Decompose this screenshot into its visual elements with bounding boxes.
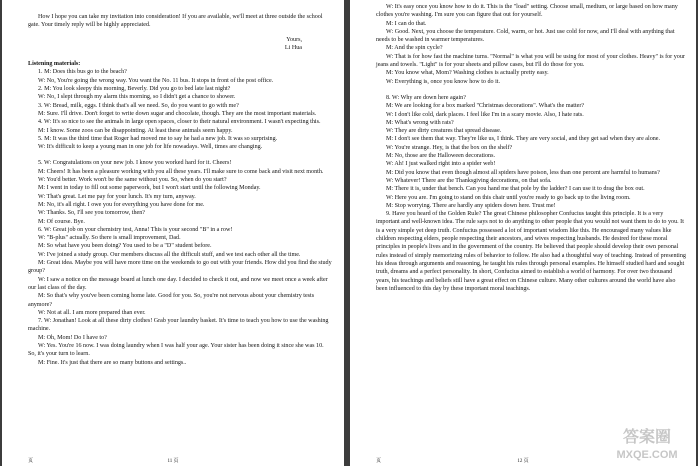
- dialogue-line: M: You know what, Mom? Washing clothes is actually pretty easy.: [386, 70, 549, 77]
- dialogue-line: M: There it is, under that bench. Can you hand me that pole by the ladder? I can use it to drag the box out.: [386, 186, 645, 193]
- dialogue-line: M: Fine. It's just that there are so many buttons and settings..: [38, 359, 187, 366]
- dialogue-line: M: I can do that.: [386, 20, 427, 27]
- dialogue-line: 7. W: Jonathan! Look at all these dirty clothes! Grab your laundry basket. It's time to teach you how to use the washing machine.: [28, 318, 329, 333]
- dialogue-line: W: Good. Next, you choose the temperature. Cold, warm, or hot. Just use cold for now, and I'll deal with anything that needs to be washed in warmer temperatures.: [376, 28, 675, 44]
- watermark-line2: MXQE.COM: [616, 449, 678, 461]
- dialogue-line: M: And the spin cycle?: [386, 45, 443, 52]
- right-dialogue-block-1: [376, 3, 686, 86]
- dialogue-line: M: Great idea. Maybe you will have more time on the weekends to go out with your friends. How did you find the study group?: [28, 260, 332, 275]
- dialogue-line: M: So that's why you've been coming home late. Good for you. So, you're not nervous about your chemistry tests anymore?: [28, 293, 315, 308]
- dialogue-line: M: I don't see them that way. They're like us, I think. They are very social, and they get sad when they are alone.: [386, 136, 661, 143]
- dialogue-line: M: Oh, Mom! Do I have to?: [38, 334, 107, 341]
- dialogue-line: M: Of course. Bye.: [38, 218, 85, 225]
- dialogue-line: M: I know. Some zoos can be disappointing. At least these animals seem happy.: [38, 127, 233, 134]
- dialogue-line: W: Whatever! There are the Thanksgiving decorations, on that sofa.: [386, 177, 552, 184]
- dialogue-line: W: Ah! I just walked right into a spider web!: [386, 161, 496, 168]
- dialogue-line: 4. W: It's so nice to see the animals in large open spaces, closer to their natural environment. I wasn't expecting this.: [38, 119, 321, 126]
- dialogue-line: M: Did you know that even though almost all spiders have poison, less than one percent are harmful to humans?: [386, 169, 660, 176]
- dialogue-line: 8. W: Why are down here again?: [386, 94, 466, 101]
- footer-left-label: 页: [376, 459, 382, 464]
- dialogue-line: W: That is for how fast the machine turns. "Normal" is what you will be using for most of your clothes. Heavy" is for your jeans and towels. "Light" is for your sheets and pillow cases, but I'll do those for you.: [376, 53, 685, 69]
- dialogue-line: M: We are looking for a box marked "Christmas decorations". What's the matter?: [386, 103, 585, 110]
- dialogue-line: W: You're strange. Hey, is that the box on the shelf?: [386, 144, 513, 151]
- dialogue-line: W: I've joined a study group. Our members discuss all the difficult stuff, and we test each other all the time.: [38, 251, 301, 258]
- right-page: [350, 0, 696, 466]
- dialogue-line: M: No, those are the Halloween decorations.: [386, 153, 495, 160]
- dialogue-line: W: I don't like cold, dark places. I feel like I'm in a scary movie. Also, I hate rats.: [386, 111, 584, 118]
- dialogue-line: 6. W: Great job on your chemistry test, Anna! This is your second "B" in a row!: [38, 226, 233, 233]
- dialogue-line: W: It's easy once you know how to do it. This is the "load" setting. Choose small, medium, or large based on how many clothes you're washing. I'm sure you can figure that out for yourself.: [376, 4, 678, 19]
- dialogue-line: W: I saw a notice on the message board at lunch one day. I decided to check it out, and now we meet once a week after our last class of the day.: [28, 276, 328, 291]
- letter-signature: Li Hua: [284, 44, 302, 51]
- left-dialogue-block-2: [28, 159, 332, 366]
- dialogue-line: W: Not at all. I am more prepared than ever.: [38, 309, 146, 316]
- letter-closing: Yours,: [286, 36, 302, 43]
- left-page: [2, 0, 344, 466]
- dialogue-line: M: What's wrong with rats?: [386, 119, 454, 126]
- dialogue-line: M: Stop worrying. There are hardly any spiders down here. Trust me!: [386, 202, 556, 209]
- dialogue-line: W: It's difficult to keep a young man in one job for life nowadays. Well, times are changing.: [38, 144, 263, 151]
- dialogue-line: 5. M: It was the third time that Roger had moved me to say he had a new job. It was so surprising.: [38, 135, 278, 142]
- dialogue-line: W: That's great. Let me pay for your lunch. It's my turn, anyway.: [38, 193, 196, 200]
- dialogue-line: M: Cheers! It has been a pleasure working with you all these years. I'll make sure to come back and visit next month.: [38, 168, 324, 175]
- letter-body: How I hope you can take my invitation into consideration! If you are available, we'll meet at three outside the school gate. Your timely reply will be highly appreciated.: [28, 14, 323, 29]
- dialogue-line: M: No, it's all right. I owe you for everything you have done for me.: [38, 201, 205, 208]
- dialogue-line: W: No, I slept through my alarm this morning, so I didn't get a chance to shower.: [38, 94, 236, 101]
- dialogue-line: M: I went in today to fill out some paperwork, but I won't start until the following Monday.: [38, 185, 261, 192]
- dialogue-line: 9. Have you heard of the Golden Rule? The great Chinese philosopher Confucius taught this principle. It is a very important and well-known idea. The rule says not to do anything to other people that you would not want them to do to you. It is a very simple yet deep truth. Confucius possessed a lot of important wisdom like this. He encouraged many values like children respecting elders, people respecting their ancestors, and wives respecting husbands. He desired for these moral principles in people's lives and in the government of the country. He believed that people should develop their own personal rules instead of simply memorizing rules of behavior to follow. He also had a thoughtful way of teaching. Instead of presenting his ideas through arguments and reasoning, he taught his rules through personal examples. He himself studied hard and sought truth, dreams and a perfect personality. In short, Confucius aimed to establish a world of harmony. For over two thousand years, his teachings and beliefs still have a great effect on Chinese culture. Many other cultures around the world have also been influenced to this day by these important moral teachings.: [376, 211, 686, 292]
- dialogue-line: 2. M: You look sleepy this morning, Beverly. Did you go to bed late last night?: [38, 86, 231, 93]
- right-dialogue-block-2: [376, 94, 686, 293]
- dialogue-line: W: "B-plus" actually. So there is small improvement, Dad.: [38, 235, 181, 242]
- dialogue-line: M: Sure. I'll drive. Don't forget to write down sugar and chocolate, though. They are the most important materials.: [38, 110, 317, 117]
- footer-left-label: 页: [28, 459, 34, 464]
- listening-heading: Listening materials:: [28, 61, 81, 68]
- dialogue-line: M: So what have you been doing? You used to be a "D" student before.: [38, 243, 212, 250]
- dialogue-line: W: Thanks. So, I'll see you tomorrow, then?: [38, 210, 145, 217]
- footer-page-number: 12 页: [517, 459, 529, 464]
- dialogue-line: W: Everything is, once you know how to do it.: [386, 78, 501, 85]
- dialogue-line: W: No, You're going the wrong way. You want the No. 11 bus. It stops in front of the post office.: [38, 77, 274, 84]
- dialogue-line: 1. M: Does this bus go to the beach?: [38, 69, 127, 76]
- dialogue-line: W: You'd better. Work won't be the same without you. So, when do you start?: [38, 177, 227, 184]
- watermark-line1: 答案圈: [622, 429, 672, 446]
- footer-page-number: 11 页: [167, 459, 179, 464]
- dialogue-line: W: Yes. You're 16 now. I was doing laundry when I was half your age. Your sister has been doing it since she was 10. So, it's your turn to learn.: [28, 342, 324, 358]
- dialogue-line: W: Here you are. I'm going to stand on this chair until you're ready to go back up to the living room.: [386, 194, 631, 201]
- left-dialogue-block-1: [28, 68, 332, 151]
- watermark-logo: [602, 424, 692, 464]
- dialogue-line: 3. W: Bread, milk, eggs. I think that's all we need. So, do you want to go with me?: [38, 102, 239, 109]
- dialogue-line: 5. W: Congratulations on your new job. I know you worked hard for it. Cheers!: [38, 160, 232, 167]
- dialogue-line: W: They are dirty creatures that spread disease.: [386, 128, 502, 135]
